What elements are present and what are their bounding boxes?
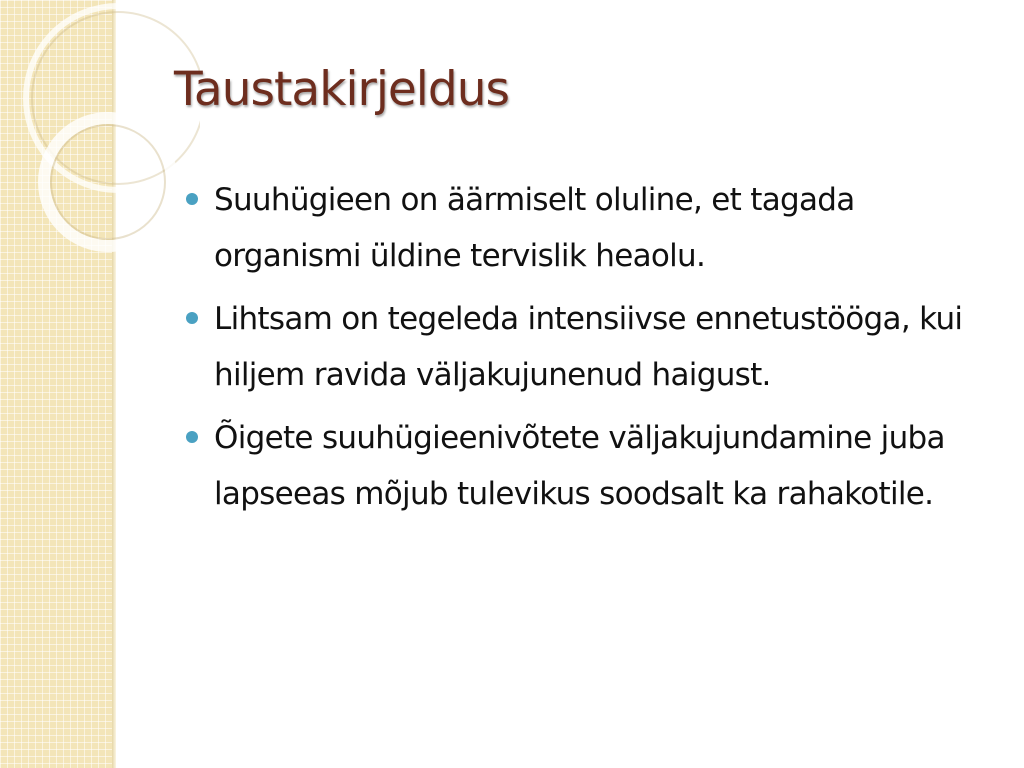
slide-title: Taustakirjeldus: [174, 62, 509, 117]
bullet-text: Suuhügieen on äärmiselt oluline, et tagada organismi üldine tervislik heaolu.: [214, 182, 855, 274]
bullet-dot-icon: [186, 193, 198, 205]
bullet-list: [186, 172, 996, 529]
bullet-text: Lihtsam on tegeleda intensiivse ennetustööga, kui hiljem ravida väljakujunenud haigust.: [214, 301, 963, 393]
bullet-text: Õigete suuhügieenivõtete väljakujundamine juba lapseeas mõjub tulevikus soodsalt ka rahakotile.: [214, 420, 945, 512]
bullet-item: [186, 410, 996, 522]
bullet-dot-icon: [186, 431, 198, 443]
bullet-item: [186, 172, 996, 284]
decorative-rings-icon: [0, 0, 200, 260]
bullet-item: [186, 291, 996, 403]
bullet-dot-icon: [186, 312, 198, 324]
